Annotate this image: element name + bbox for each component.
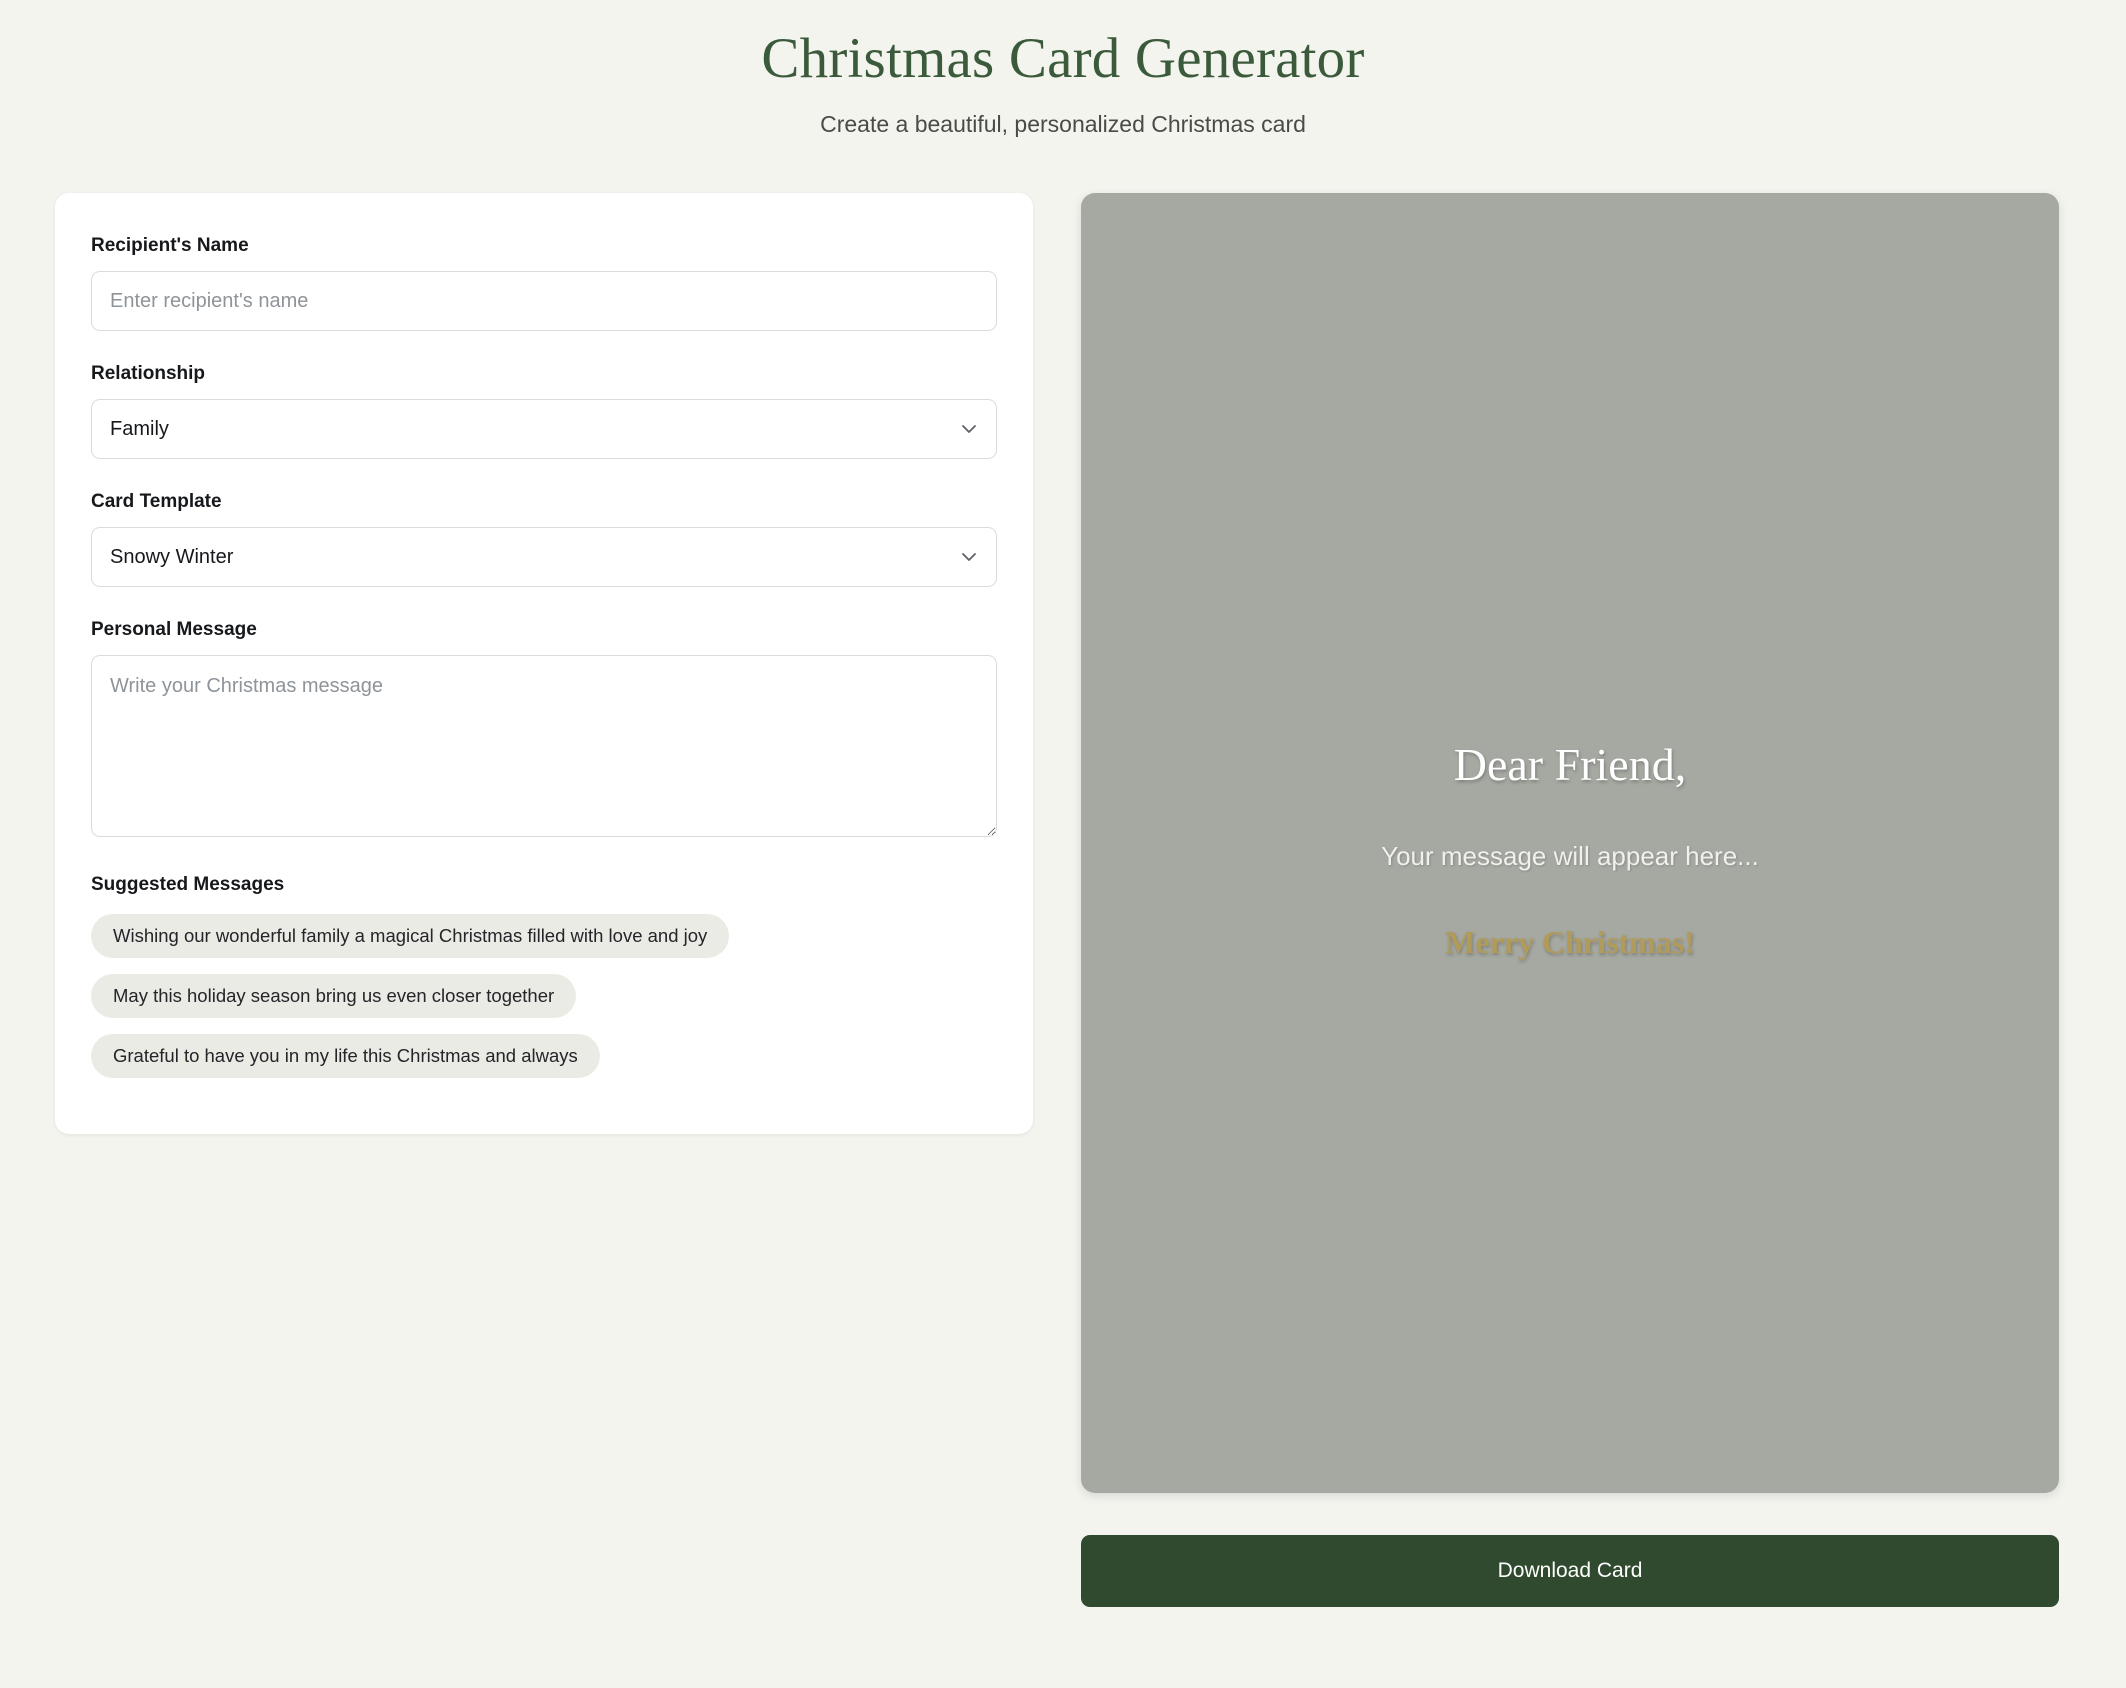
suggestion-chip[interactable]: Wishing our wonderful family a magical Christmas filled with love and joy — [91, 914, 729, 958]
template-field-group — [91, 491, 997, 587]
card-message: Your message will appear here... — [1381, 841, 1759, 871]
template-label: Card Template — [91, 491, 222, 512]
recipient-field-group — [91, 235, 997, 331]
suggestion-row — [91, 914, 997, 974]
suggestion-row — [91, 1034, 997, 1094]
suggestion-chip[interactable]: Grateful to have you in my life this Christmas and always — [91, 1034, 600, 1078]
page-subtitle: Create a beautiful, personalized Christmas card — [820, 111, 1306, 137]
recipient-name-input[interactable] — [91, 271, 997, 331]
download-card-button[interactable]: Download Card — [1081, 1535, 2059, 1607]
relationship-select[interactable]: Family — [91, 399, 997, 459]
card-form-panel — [55, 193, 1033, 1134]
preview-panel — [1081, 193, 2059, 1607]
relationship-field-group — [91, 363, 997, 459]
recipient-label: Recipient's Name — [91, 235, 249, 256]
suggested-messages-group — [91, 874, 997, 1094]
page-header — [0, 0, 2126, 138]
message-field-group — [91, 619, 997, 842]
suggestion-row — [91, 974, 997, 1034]
personal-message-textarea[interactable] — [91, 655, 997, 837]
message-label: Personal Message — [91, 619, 257, 640]
relationship-select-wrap[interactable] — [91, 399, 997, 459]
relationship-label: Relationship — [91, 363, 206, 384]
card-signoff: Merry Christmas! — [1445, 924, 1695, 960]
template-select-wrap[interactable] — [91, 527, 997, 587]
suggestion-chip[interactable]: May this holiday season bring us even closer together — [91, 974, 576, 1018]
page-title: Christmas Card Generator — [761, 27, 1365, 90]
card-greeting: Dear Friend, — [1453, 739, 1687, 790]
card-preview — [1081, 193, 2059, 1493]
card-template-select[interactable]: Snowy Winter — [91, 527, 997, 587]
suggested-messages-label: Suggested Messages — [91, 874, 285, 895]
main-layout — [0, 193, 2126, 1607]
